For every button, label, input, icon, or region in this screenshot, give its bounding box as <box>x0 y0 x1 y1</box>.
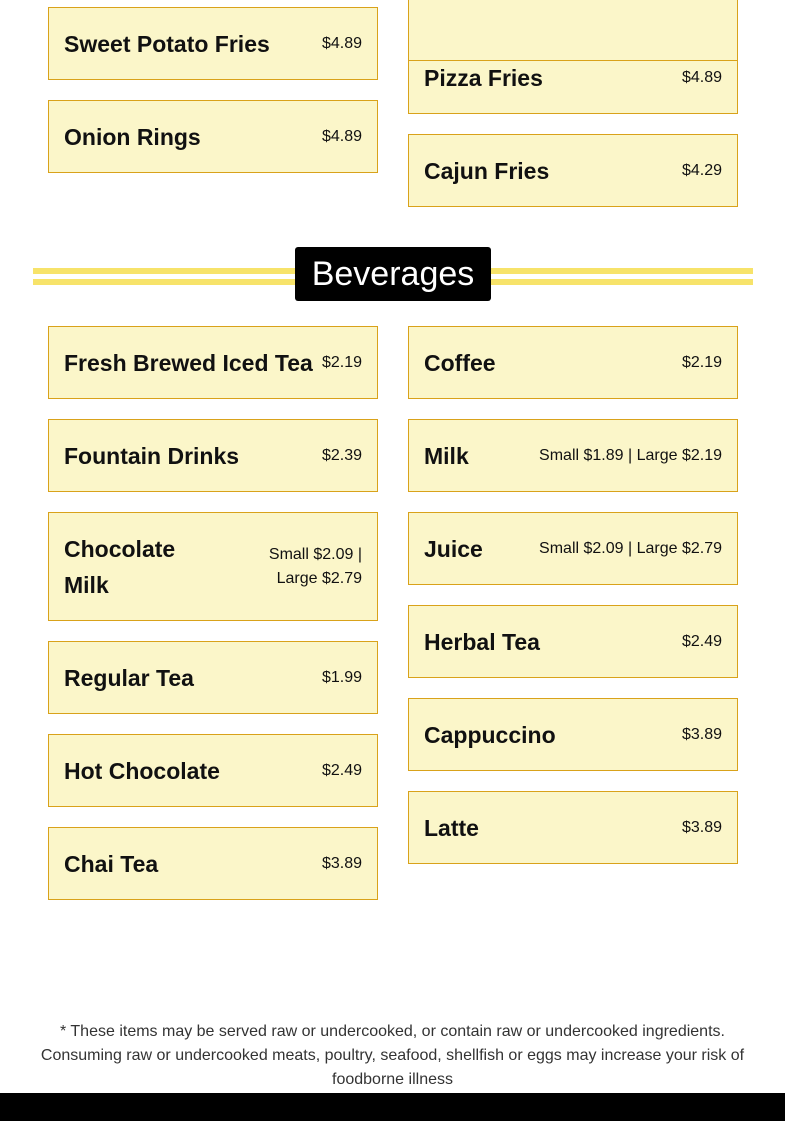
menu-item-regular-tea <box>48 641 378 714</box>
menu-item-price: Small $2.09 | Large $2.79 <box>268 545 362 587</box>
food-safety-disclaimer: * These items may be served raw or undercooked, or contain raw or undercooked ingredients. Consuming raw or undercooked meats, poultry, seafood, shellfish or eggs may increase your risk of foodborne illness <box>40 1023 745 1088</box>
menu-item-price: $2.19 <box>321 353 362 371</box>
sides-right-column <box>408 41 738 227</box>
menu-item-onion-rings <box>48 100 378 173</box>
menu-item-name: Hot Chocolate <box>64 757 220 784</box>
menu-item-name: Milk <box>424 442 469 469</box>
menu-item-name: Coffee <box>424 349 496 376</box>
menu-item-price: $4.89 <box>681 68 722 86</box>
bottom-bar <box>0 1093 785 1121</box>
menu-item-sweet-potato-fries <box>48 7 378 80</box>
menu-item-name: Pizza Fries <box>424 64 543 91</box>
section-title: Beverages <box>295 247 491 301</box>
menu-item-price: $3.89 <box>321 854 362 872</box>
menu-item-price: $3.89 <box>681 725 722 743</box>
menu-item-name: Cappuccino <box>424 721 556 748</box>
menu-item-price: $2.49 <box>321 761 362 779</box>
menu-item-cappuccino <box>408 698 738 771</box>
menu-item-coffee <box>408 326 738 399</box>
menu-item-name: Herbal Tea <box>424 628 540 655</box>
menu-item-latte <box>408 791 738 864</box>
menu-item-chocolate-milk <box>48 512 378 621</box>
menu-item-fresh-brewed-iced-tea <box>48 326 378 399</box>
menu-item-price: $4.89 <box>321 127 362 145</box>
menu-item-name: Chai Tea <box>64 850 159 877</box>
menu-item-price: $4.89 <box>321 34 362 52</box>
menu-item-cut-off <box>408 0 738 61</box>
menu-item-herbal-tea <box>408 605 738 678</box>
menu-item-hot-chocolate <box>48 734 378 807</box>
menu-item-juice <box>408 512 738 585</box>
menu-item-price: $2.39 <box>321 446 362 464</box>
menu-item-name: Fountain Drinks <box>64 442 240 469</box>
menu-item-price: $2.49 <box>681 632 722 650</box>
menu-item-price: Small $2.09 | Large $2.79 <box>539 539 722 557</box>
menu-item-price: $3.89 <box>681 818 722 836</box>
menu-item-price: $2.19 <box>681 353 722 371</box>
menu-item-price: Small $1.89 | Large $2.19 <box>539 446 722 464</box>
menu-item-cajun-fries <box>408 134 738 207</box>
menu-item-price: $4.29 <box>681 161 722 179</box>
menu-item-chai-tea <box>48 827 378 900</box>
menu-item-name: Latte <box>424 814 479 841</box>
menu-item-name: Onion Rings <box>64 123 201 150</box>
menu-item-milk <box>408 419 738 492</box>
menu-item-name: Cajun Fries <box>424 157 550 184</box>
menu-item-name: Regular Tea <box>64 664 194 691</box>
menu-item-fountain-drinks <box>48 419 378 492</box>
beverages-right-column <box>408 326 738 884</box>
menu-item-name: Chocolate Milk <box>64 535 176 598</box>
beverages-left-column <box>48 326 378 920</box>
menu-item-price: $1.99 <box>321 668 362 686</box>
sides-left-column <box>48 7 378 193</box>
menu-item-name: Fresh Brewed Iced Tea <box>64 349 313 376</box>
menu-item-name: Juice <box>424 535 483 562</box>
menu-item-name: Sweet Potato Fries <box>64 30 270 57</box>
section-header-beverages <box>33 247 753 301</box>
